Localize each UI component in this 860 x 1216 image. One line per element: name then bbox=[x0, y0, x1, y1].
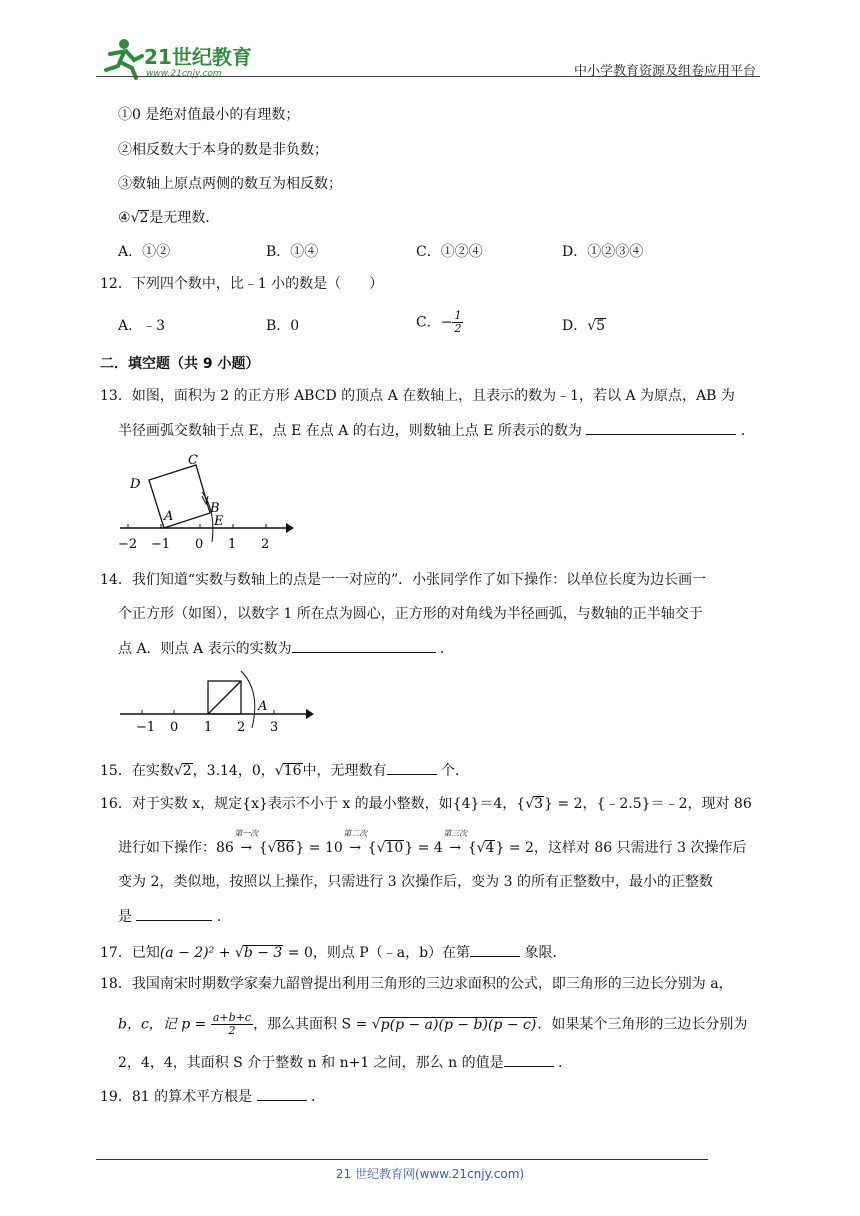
q18-line-3: 2，4，4，其面积 S 介于整数 n 和 n+1 之间，那么 n 的值是 ． bbox=[118, 1052, 572, 1073]
q12-c-fraction: $\frac{1}{2}$ bbox=[454, 309, 462, 335]
q11-option-c[interactable]: C．①②④ bbox=[416, 244, 483, 260]
label-A: A bbox=[164, 509, 174, 524]
platform-title: 中小学教育资源及组卷应用平台 bbox=[573, 64, 756, 79]
q12-option-d[interactable]: D．√5 bbox=[562, 318, 606, 334]
q12-c-prefix: C．− bbox=[416, 314, 453, 331]
q12-option-a[interactable]: A．﹣3 bbox=[118, 318, 166, 334]
logo-sub-text: www.21cnjy.com bbox=[146, 69, 222, 79]
q17-answer-blank[interactable] bbox=[470, 942, 520, 957]
runner-icon bbox=[106, 39, 142, 78]
q11-statement-1: ①0 是绝对值最小的有理数； bbox=[118, 107, 300, 123]
q11-option-a[interactable]: A．①② bbox=[118, 244, 171, 260]
label-C: C bbox=[188, 453, 198, 468]
q19-stem: 19．81 的算术平方根是 ． bbox=[100, 1086, 325, 1107]
q12-option-b[interactable]: B．0 bbox=[266, 318, 300, 334]
q14-answer-blank[interactable] bbox=[292, 638, 436, 653]
tick-label: −1 bbox=[136, 720, 156, 735]
logo bbox=[96, 34, 266, 82]
q18-line-1: 18．我国南宋时期数学家秦九韶曾提出利用三角形的三边求面积的公式，即三角形的三边长分别为 a， bbox=[100, 976, 733, 992]
q14-figure bbox=[116, 666, 316, 738]
tick-label: 0 bbox=[195, 537, 204, 552]
label-D: D bbox=[130, 477, 141, 492]
q19-answer-blank[interactable] bbox=[257, 1086, 307, 1101]
tick-label: −1 bbox=[151, 537, 171, 552]
section-title-fill-blank: 二．填空题（共 9 小题） bbox=[100, 356, 260, 372]
tick-label: 1 bbox=[204, 720, 213, 735]
footer-text[interactable]: 21 世纪教育网(www.21cnjy.com) bbox=[335, 1167, 525, 1181]
q11-s4-post: 是无理数． bbox=[149, 210, 220, 226]
q17-stem: 17．已知(a − 2)² + √b − 3 = 0，则点 P（﹣a，b）在第 象限． bbox=[100, 942, 566, 963]
q12-d-prefix: D． bbox=[562, 318, 588, 334]
header-divider bbox=[96, 76, 760, 77]
q16-line-3: 变为 2，类似地，按照以上操作，只需进行 3 次操作后，变为 3 的所有正整数中，最小的正整数 bbox=[118, 874, 713, 890]
q11-s4-radicand: 2 bbox=[139, 210, 149, 226]
q11-statement-2: ②相反数大于本身的数是非负数； bbox=[118, 142, 328, 158]
q12-stem: 12．下列四个数中，比﹣1 小的数是（ ） bbox=[100, 276, 384, 292]
q16-line-1: 16．对于实数 x，规定{x}表示不小于 x 的最小整数，如{4}＝4，{√3} = 2，{﹣2.5}＝﹣2，现对 86 bbox=[100, 796, 752, 812]
q15-answer-blank[interactable] bbox=[387, 760, 437, 775]
q11-statement-3: ③数轴上原点两侧的数互为相反数； bbox=[118, 176, 342, 192]
q12-option-c[interactable] bbox=[416, 310, 463, 335]
q18-line-2: b，c，记 p = $\frac{a+b+c}{2}$ ，那么其面积 S = √p(p − a)(p − b)(p − c)．如果某个三角形的三边长分别为 bbox=[118, 1011, 748, 1037]
q11-s4-pre: ④ bbox=[118, 210, 131, 226]
q15-stem: 15．在实数√2，3.14，0，√16中，无理数有 个． bbox=[100, 760, 469, 781]
q13-line-2: 半径画弧交数轴于点 E，点 E 在点 A 的右边，则数轴上点 E 所表示的数为 ． bbox=[118, 420, 755, 441]
q16-line-4: 是 ． bbox=[118, 906, 231, 927]
q16-answer-blank[interactable] bbox=[136, 906, 212, 921]
tick-label: 2 bbox=[237, 720, 246, 735]
q13-answer-blank[interactable] bbox=[586, 420, 736, 435]
footer-divider bbox=[96, 1159, 708, 1160]
tick-label: −2 bbox=[118, 537, 138, 552]
label-A: A bbox=[258, 699, 268, 714]
q11-option-b[interactable]: B．①④ bbox=[266, 244, 319, 260]
logo-main-text: 21世纪教育 bbox=[144, 45, 252, 69]
q11-statement-4: ④√2是无理数． bbox=[118, 210, 220, 226]
q11-option-d[interactable]: D．①②③④ bbox=[562, 244, 644, 260]
tick-label: 2 bbox=[261, 537, 270, 552]
label-E: E bbox=[214, 514, 224, 529]
q13-figure bbox=[116, 452, 296, 552]
q14-line-1: 14．我们知道“实数与数轴上的点是一一对应的”．小张同学作了如下操作：以单位长度为边长画一 bbox=[100, 572, 707, 588]
label-B: B bbox=[210, 501, 220, 516]
q16-line-2: 进行如下操作：86 → 第一次 {√86} = 10 → 第二次 {√10} = 4 → 第三次 {√4} = 2，这样对 86 只需进行 3 次操作后 bbox=[118, 829, 747, 856]
tick-label: 0 bbox=[170, 720, 179, 735]
tick-label: 1 bbox=[228, 537, 237, 552]
q14-line-3: 点 A．则点 A 表示的实数为 ． bbox=[118, 638, 454, 659]
q14-line-2: 个正方形（如图），以数字 1 所在点为圆心，正方形的对角线为半径画弧，与数轴的正半轴交于 bbox=[118, 606, 703, 622]
q13-line-1: 13．如图，面积为 2 的正方形 ABCD 的顶点 A 在数轴上，且表示的数为﹣1，若以 A 为原点，AB 为 bbox=[100, 388, 735, 404]
q18-answer-blank[interactable] bbox=[504, 1052, 554, 1067]
q12-d-radicand: 5 bbox=[596, 318, 606, 334]
tick-label: 3 bbox=[270, 720, 279, 735]
